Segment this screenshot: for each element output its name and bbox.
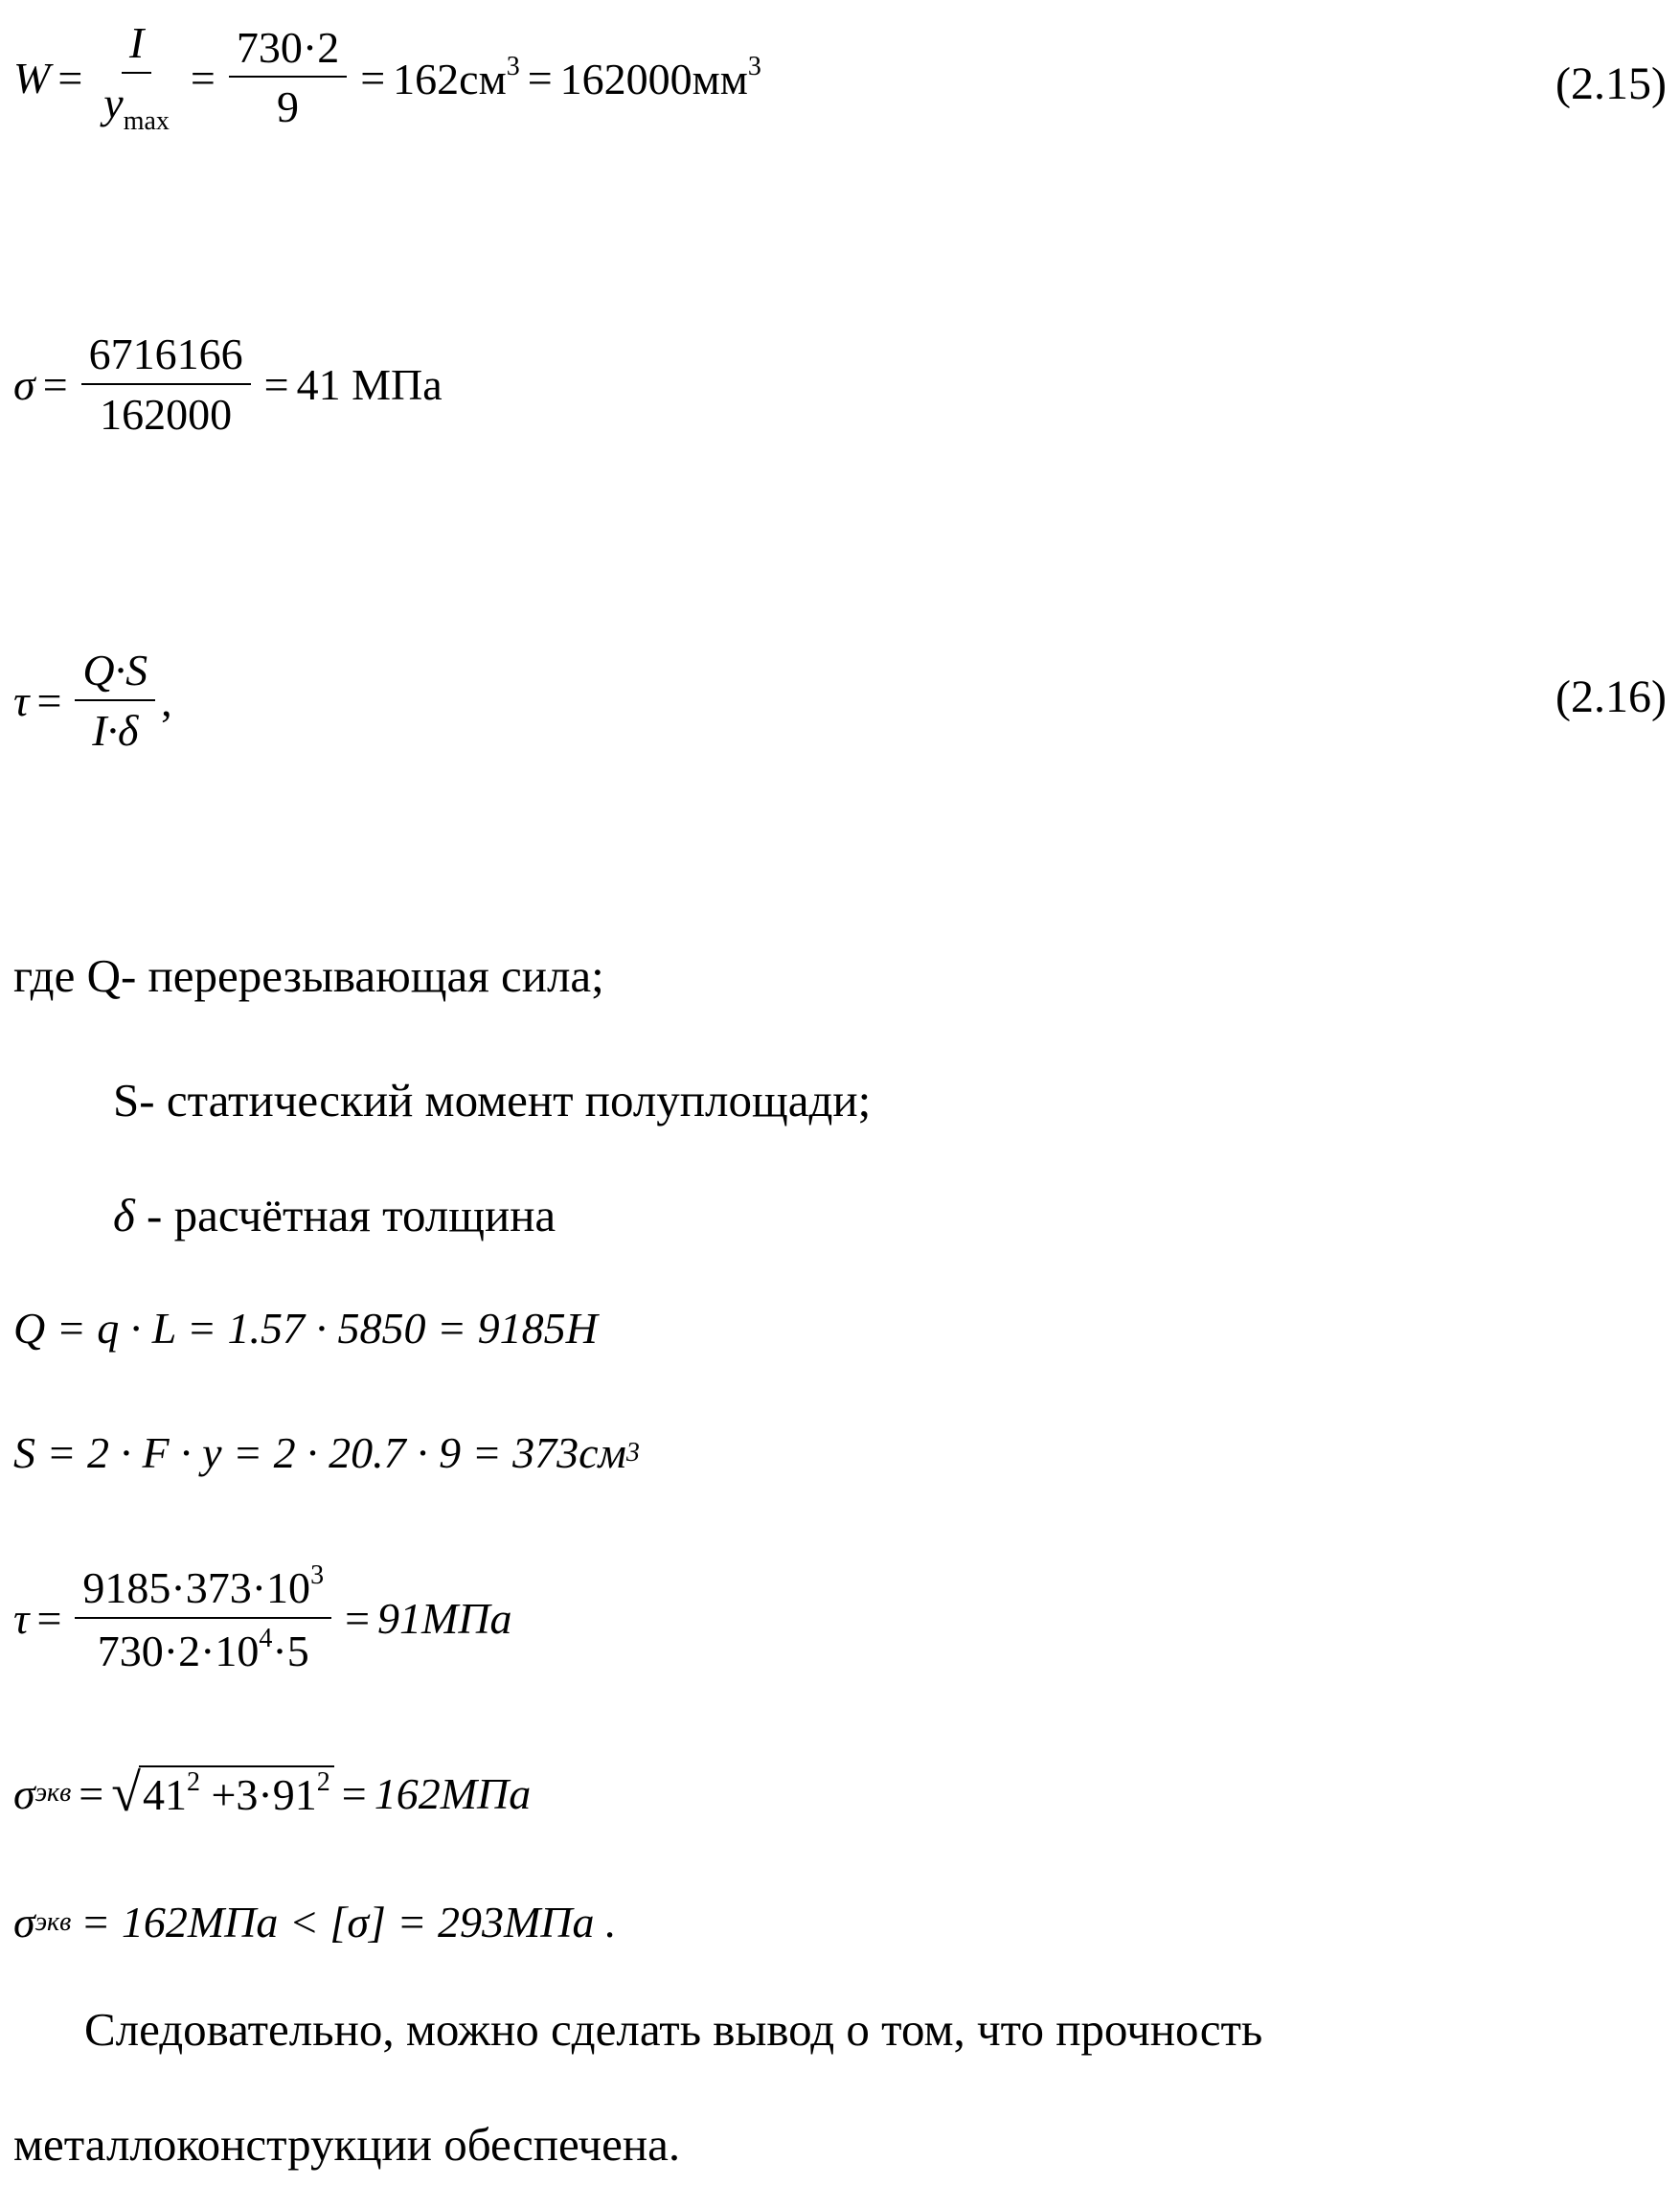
definition-s: S- статический момент полуплощади; — [113, 1074, 872, 1127]
tau-result: 91МПа — [377, 1594, 512, 1644]
sigma-result: 41 МПа — [296, 360, 443, 410]
conclusion-line-2: металлоконструкции обеспечена. — [13, 2118, 681, 2171]
equation-sigma-check: σ экв = 162МПа < [σ] = 293МПа . — [13, 1898, 617, 1946]
value-mm3: $162000мм^3$ — [559, 51, 761, 103]
equation-q-calc: Q = q · L = 1.57 · 5850 = 9185H — [13, 1304, 598, 1353]
fraction-numerator: I — [122, 19, 151, 74]
value-cm3: $162см^3$ — [393, 51, 520, 103]
conclusion-line-1: Следовательно, можно сделать вывод о том, что прочность — [84, 2003, 1263, 2056]
equation-2-15: W = $\frac{I}{y_{max}}$ = $\frac{730\cdot 2}{9}$ = $162см^3$ = $162000мм^3$ — [13, 18, 761, 136]
equation-2-16: τ = $\frac{Q\cdot S}{I\cdot\delta}$ , — [13, 646, 172, 755]
equation-sigma-equivalent: σ экв = √ $41^2 +3\cdot 91^2$ = 162МПа — [13, 1764, 532, 1823]
fraction-denominator: $y_{max}$ — [103, 78, 170, 136]
sqrt-icon: √ — [111, 1764, 141, 1823]
equation-number-2-16: (2.16) — [1555, 672, 1667, 722]
equation-tau-calc: τ = $\frac{9185\cdot 373\cdot 10^3}{730\cdot 2\cdot 10^4\cdot 5}$ = 91МПа — [13, 1560, 512, 1675]
w-symbol: W — [13, 53, 51, 102]
definition-q: где Q- перерезывающая сила; — [13, 949, 604, 1002]
equation-s-calc: S = 2 · F · y = 2 · 20.7 · 9 = 373см 3 — [13, 1428, 640, 1477]
equation-number-2-15: (2.15) — [1555, 58, 1667, 109]
fraction-i-over-ymax — [96, 19, 177, 136]
fraction-numeric: $\frac{730\cdot 2}{9}$ — [229, 24, 347, 132]
equation-sigma: σ = $\frac{6716166}{162000}$ = 41 МПа — [13, 330, 443, 439]
definition-delta: δ - расчётная толщина — [113, 1189, 556, 1241]
